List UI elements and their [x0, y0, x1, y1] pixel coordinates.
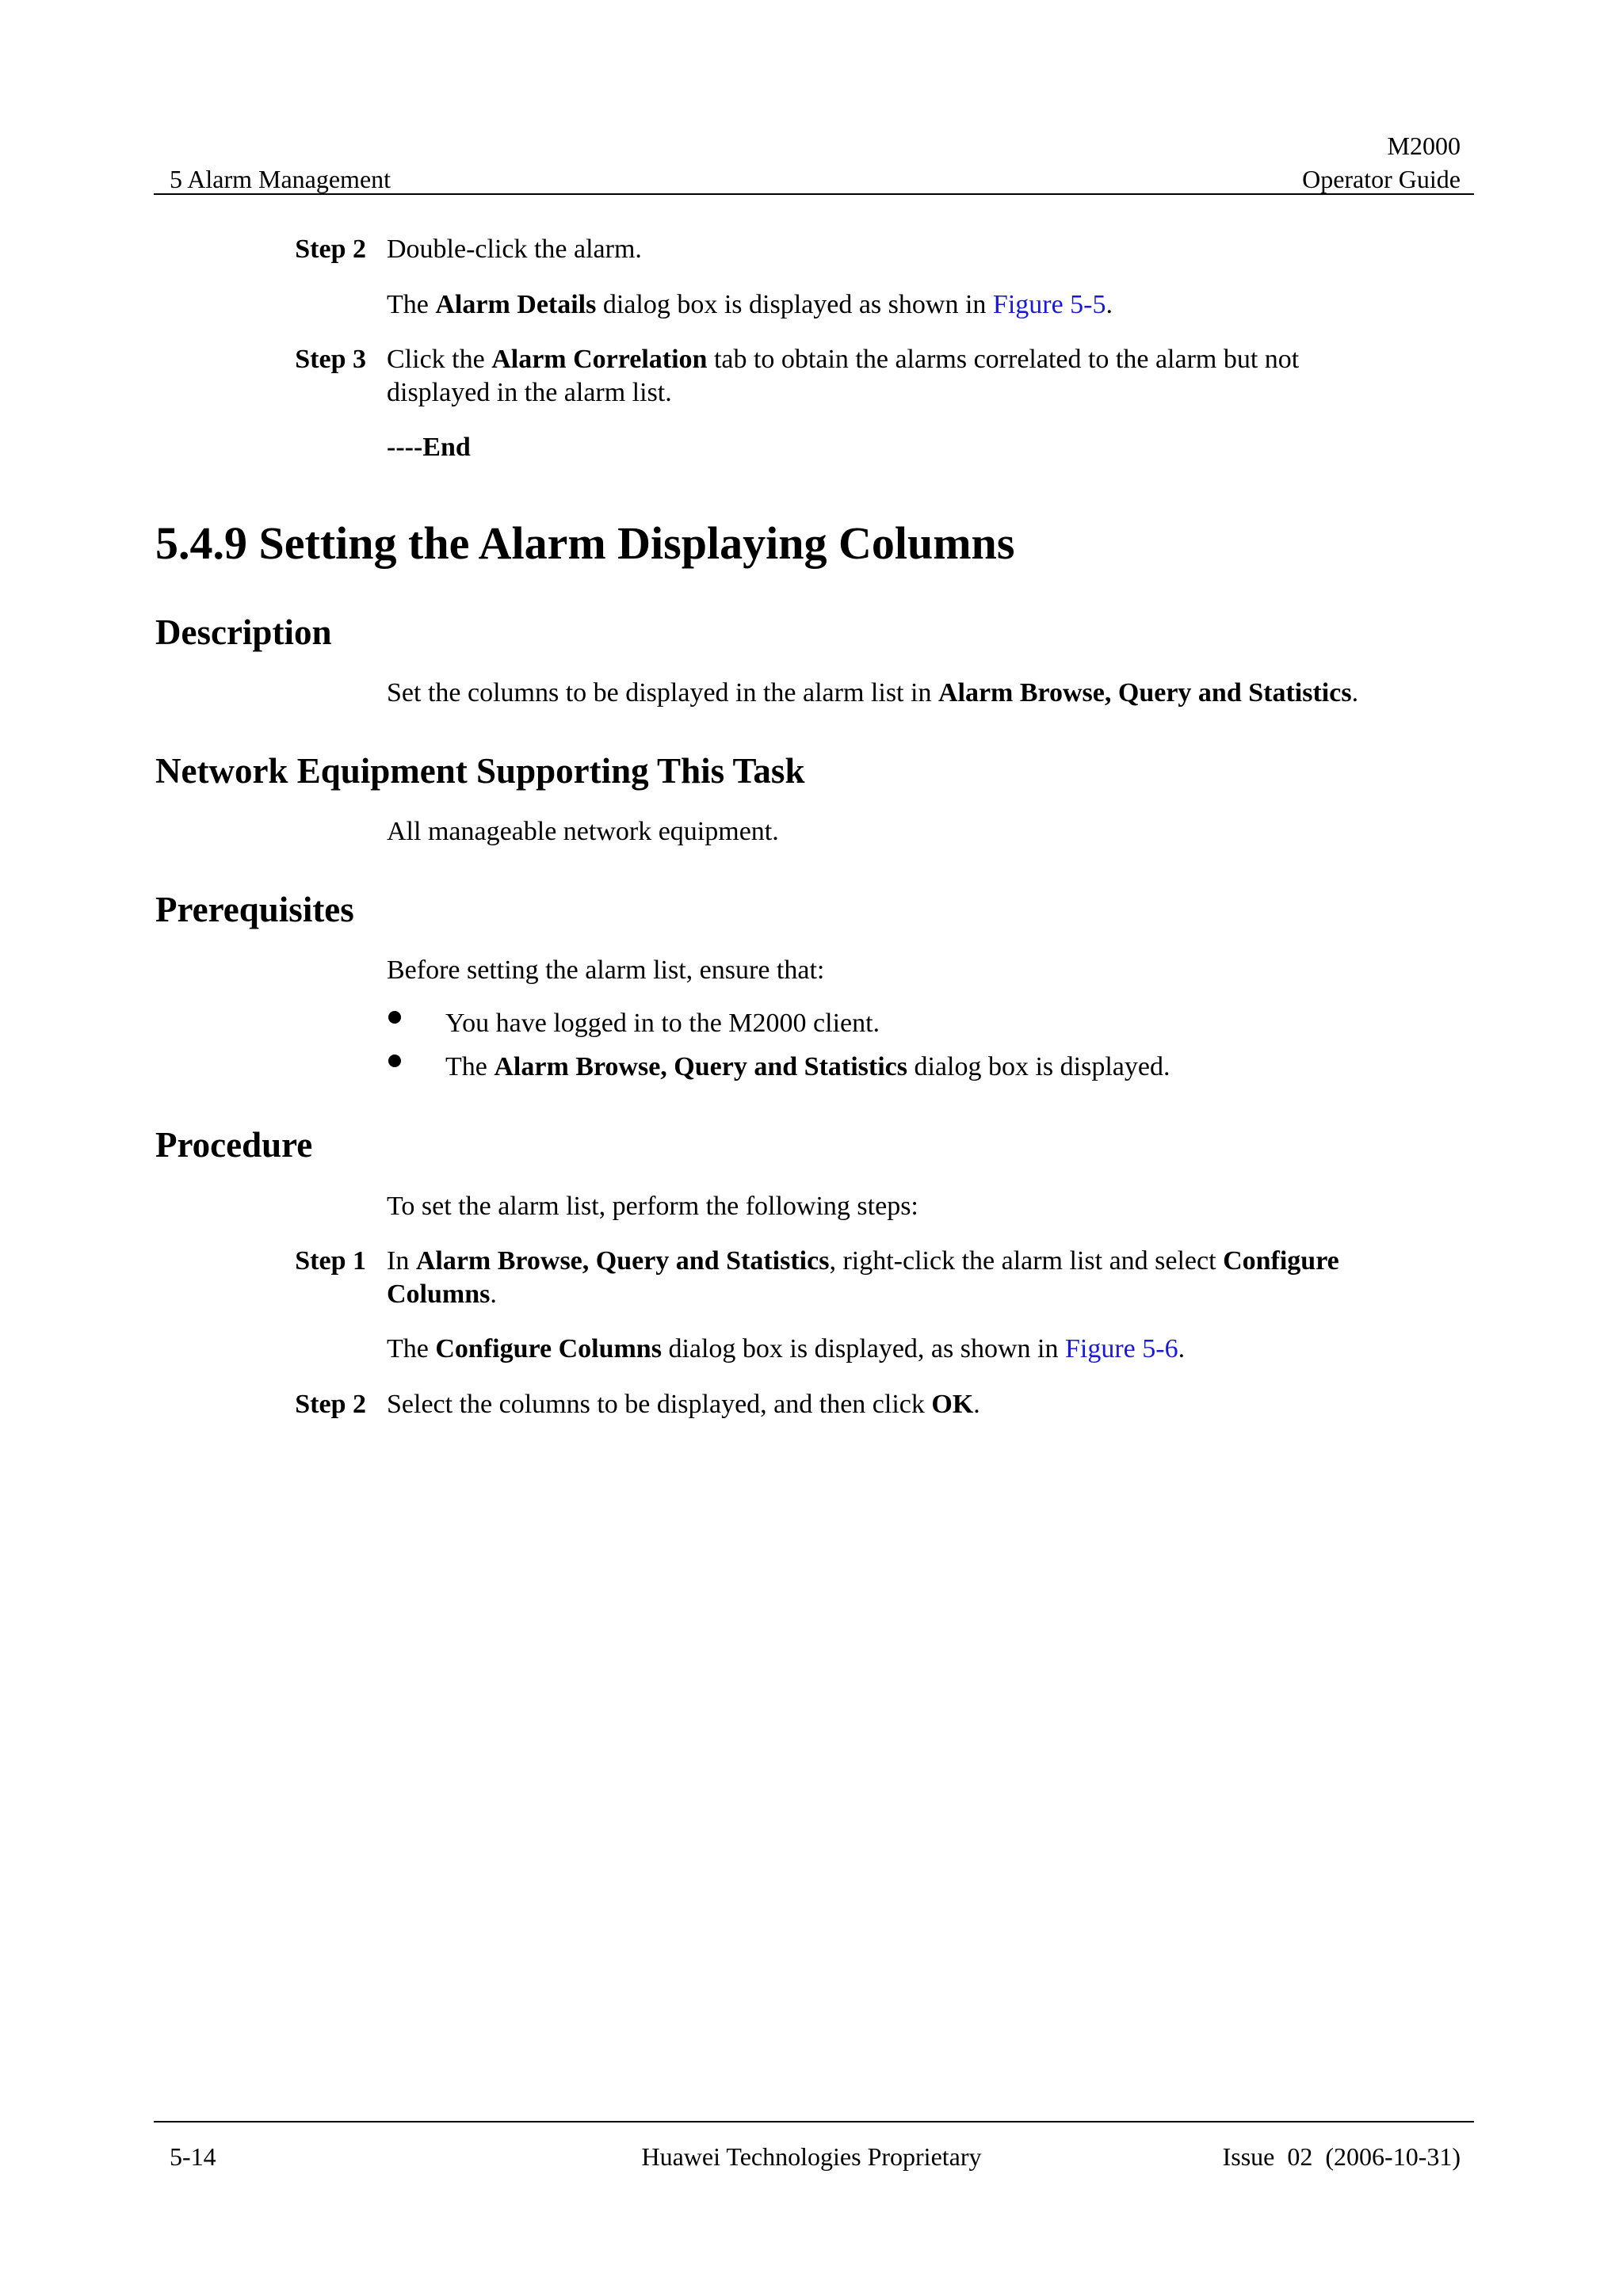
- procedure-step-2-text: [387, 1388, 1480, 1421]
- alarm-details-term: Alarm Details: [435, 290, 597, 319]
- procedure-step-2-pre: Select the columns to be displayed, and then click: [387, 1390, 932, 1419]
- procedure-step-1-line-2: [387, 1278, 1480, 1311]
- procedure-step-1-line-1: [387, 1245, 1480, 1278]
- description-pre: Set the columns to be displayed in the alarm list in: [387, 678, 938, 707]
- figure-5-5-link[interactable]: Figure 5-5: [992, 290, 1106, 319]
- alarm-correlation-term: Alarm Correlation: [491, 345, 708, 374]
- step-3-pre: Click the: [387, 345, 492, 374]
- step-1-bold-2-line-2: Columns: [387, 1280, 491, 1309]
- bullet-2-pre: The: [445, 1052, 495, 1081]
- step-1-result-mid: dialog box is displayed, as shown in: [661, 1334, 1065, 1363]
- header-chapter: 5 Alarm Management: [170, 165, 391, 193]
- network-equipment-heading: Network Equipment Supporting This Task: [155, 751, 805, 791]
- step-2-result-mid: dialog box is displayed as shown in: [596, 290, 993, 319]
- step-1-pre: In: [387, 1246, 416, 1276]
- step-3-text: [387, 343, 1480, 410]
- step-1-result-post: .: [1178, 1334, 1186, 1363]
- step-1-post: .: [490, 1280, 497, 1309]
- procedure-intro: To set the alarm list, perform the following steps:: [387, 1192, 918, 1221]
- footer-proprietary: Huawei Technologies Proprietary: [641, 2142, 982, 2171]
- step-1-result-pre: The: [387, 1334, 436, 1363]
- description-text: [387, 677, 1480, 710]
- prerequisites-intro: Before setting the alarm list, ensure that:: [387, 955, 825, 985]
- network-equipment-text: All manageable network equipment.: [387, 817, 779, 846]
- configure-columns-term: Configure Columns: [435, 1334, 662, 1363]
- footer-page-number: 5-14: [170, 2142, 216, 2171]
- step-3-line-1-post: tab to obtain the alarms correlated to the alarm but not: [707, 345, 1300, 374]
- prerequisite-item-1: You have logged in to the M2000 client.: [445, 1009, 880, 1038]
- procedure-step-1-label: Step 1: [295, 1246, 366, 1276]
- step-2-result: [387, 288, 1480, 322]
- bullet-dot-2: [388, 1055, 401, 1067]
- procedure-step-2-label: Step 2: [295, 1390, 366, 1419]
- description-post: .: [1351, 678, 1359, 707]
- step-2-result-pre: The: [387, 290, 436, 319]
- section-title: 5.4.9 Setting the Alarm Displaying Columns: [155, 517, 1015, 569]
- footer-issue: Issue 02 (2006-10-31): [1222, 2142, 1461, 2171]
- step-1-bold-2-line-1: Configure: [1223, 1246, 1339, 1276]
- header-doc-title: Operator Guide: [1302, 165, 1461, 193]
- step-1-bold-1: Alarm Browse, Query and Statistics: [415, 1246, 830, 1276]
- description-bold: Alarm Browse, Query and Statistics: [938, 678, 1352, 707]
- step-1-mid: , right-click the alarm list and select: [829, 1246, 1224, 1276]
- bullet-2-post: dialog box is displayed.: [907, 1052, 1170, 1081]
- step-3-label: Step 3: [295, 345, 366, 374]
- prerequisites-heading: Prerequisites: [155, 890, 354, 929]
- procedure-step-1-result: [387, 1333, 1480, 1366]
- ok-term: OK: [931, 1390, 974, 1419]
- header-product: M2000: [1387, 132, 1461, 160]
- step-2-text: Double-click the alarm.: [387, 235, 642, 264]
- bullet-dot-1: [388, 1011, 401, 1024]
- prerequisite-item-2: [445, 1051, 1476, 1084]
- footer-rule: [154, 2121, 1474, 2122]
- header-rule: [154, 193, 1474, 195]
- step-3-line-1: [387, 343, 1480, 376]
- figure-5-6-link[interactable]: Figure 5-6: [1064, 1334, 1178, 1363]
- procedure-heading: Procedure: [155, 1125, 313, 1165]
- procedure-step-1-text: [387, 1245, 1480, 1311]
- step-3-line-2: displayed in the alarm list.: [387, 378, 672, 407]
- step-2-result-post: .: [1106, 290, 1113, 319]
- bullet-2-bold: Alarm Browse, Query and Statistics: [494, 1052, 907, 1081]
- description-heading: Description: [155, 612, 332, 652]
- step-2-label: Step 2: [295, 235, 366, 264]
- procedure-step-2-post: .: [973, 1390, 980, 1419]
- end-mark: ----End: [387, 433, 471, 462]
